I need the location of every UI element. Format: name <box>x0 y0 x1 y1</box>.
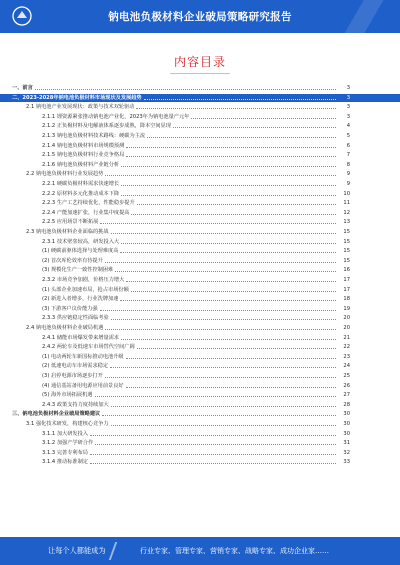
toc-entry-label: 一、前言 <box>12 85 33 91</box>
toc-entry-label: 2.1.1 锂资源紧张推动钠电池产业化，2023年为钠电池量产元年 <box>42 113 190 120</box>
toc-entry-page: 24 <box>343 363 350 370</box>
toc-entry-label: (5) 海外市场拓展机遇 <box>42 392 93 399</box>
toc-dot-leader <box>126 358 336 359</box>
toc-entry-page: 3 <box>346 104 350 111</box>
toc-entry-page: 18 <box>343 296 350 303</box>
toc-entry-page: 31 <box>343 440 350 447</box>
toc-entry[interactable] <box>0 439 400 447</box>
toc-entry[interactable] <box>0 170 400 178</box>
toc-dot-leader <box>111 233 336 234</box>
toc-entry-label: 2.3.1 技术壁垒较高，研发投入大 <box>42 238 120 245</box>
toc-entry[interactable] <box>0 266 400 274</box>
toc-entry[interactable] <box>0 161 400 169</box>
toc-entry-page: 30 <box>343 430 350 437</box>
toc-dot-leader <box>100 223 336 224</box>
toc-entry-page: 6 <box>346 142 350 149</box>
toc-heading-underline <box>170 73 230 74</box>
toc-entry-label: 二、2023-2028年钠电池负极材料市场现状及发展趋势 <box>12 94 142 101</box>
toc-dot-leader <box>147 137 336 138</box>
toc-entry-label: 2.1.5 钠电池负极材料行业竞争格局 <box>42 152 125 159</box>
toc-entry[interactable] <box>0 209 400 217</box>
toc-dot-leader <box>121 185 336 186</box>
toc-entry[interactable] <box>0 420 400 428</box>
toc-entry-label: 三、钠电池负极材料企业破局策略建议 <box>12 411 101 418</box>
toc-entry[interactable] <box>0 257 400 265</box>
toc-entry-label: 2.1.2 正负极材料及电解液体系逐步成熟，降本空间显现 <box>42 123 171 130</box>
toc-entry-page: 33 <box>343 459 350 466</box>
toc-entry-label: (3) 规模化生产一致性控制困难 <box>42 267 114 274</box>
toc-entry-label: 2.2.3 生产工艺持续优化，性能稳步提升 <box>42 200 135 207</box>
toc-dot-leader <box>102 415 336 416</box>
toc-entry-label: 2.3.2 市场竞争加剧，价格压力增大 <box>42 277 125 283</box>
toc-dot-leader <box>120 300 336 301</box>
toc-entry-label: (1) 电动两轮车新国标推动电池升级 <box>42 353 124 360</box>
toc-dot-leader <box>105 377 336 378</box>
toc-dot-leader <box>120 252 336 253</box>
toc-dot-leader <box>111 425 336 426</box>
toc-entry-label: 3.1.4 推动标准制定 <box>42 459 88 466</box>
toc-entry-label: 2.2 钠电池负极材料行业发展趋势 <box>26 171 104 178</box>
toc-entry-page: 30 <box>343 411 350 418</box>
toc-entry-page: 4 <box>346 123 350 130</box>
toc-entry[interactable] <box>0 314 400 322</box>
report-footer-bar <box>0 537 400 565</box>
toc-dot-leader <box>90 454 336 455</box>
toc-entry[interactable] <box>0 113 400 121</box>
toc-entry-page: 25 <box>343 373 350 379</box>
toc-entry[interactable] <box>0 410 400 418</box>
toc-heading: 内容目录 <box>173 55 226 69</box>
toc-dot-leader <box>95 444 336 445</box>
toc-entry[interactable] <box>0 334 400 342</box>
toc-dot-leader <box>136 108 336 109</box>
toc-entry-page: 23 <box>343 353 350 360</box>
toc-entry[interactable] <box>0 122 400 130</box>
toc-entry-label: (4) 通信基站备用电源应用前景良好 <box>42 382 124 389</box>
toc-entry[interactable] <box>0 276 400 284</box>
toc-entry-page: 17 <box>343 286 350 293</box>
toc-entry-page: 10 <box>343 190 350 197</box>
toc-entry-label: 2.4 钠电池负极材料企业破局机遇 <box>26 325 104 331</box>
toc-entry-label: 2.1.6 钠电池负极材料产业链分析 <box>42 161 120 168</box>
toc-dot-leader <box>191 118 336 119</box>
toc-entry-page: 12 <box>343 209 350 216</box>
toc-entry-page: 21 <box>343 334 350 341</box>
toc-entry-page: 20 <box>343 325 350 331</box>
toc-entry-label: 2.1 钠电池产业发展现状：政策与技术双轮驱动 <box>26 104 135 111</box>
toc-entry-label: 2.4.2 两轮车及低速车市场替代空间广阔 <box>42 344 135 351</box>
toc-entry[interactable] <box>0 343 400 351</box>
toc-entry-label: 3.1.3 完善专利布局 <box>42 449 88 456</box>
toc-entry[interactable] <box>0 286 400 294</box>
toc-entry[interactable] <box>0 247 400 255</box>
toc-entry[interactable] <box>0 151 400 159</box>
toc-dot-leader <box>105 329 336 330</box>
toc-dot-leader <box>126 147 336 148</box>
toc-dot-leader <box>95 396 336 397</box>
toc-entry[interactable] <box>0 362 400 370</box>
toc-dot-leader <box>105 262 336 263</box>
toc-dot-leader <box>137 204 336 205</box>
toc-entry[interactable] <box>0 430 400 438</box>
toc-entry[interactable] <box>0 180 400 188</box>
toc-entry[interactable] <box>0 391 400 399</box>
toc-entry-page: 30 <box>343 421 350 427</box>
toc-dot-leader <box>131 291 336 292</box>
toc-entry[interactable] <box>0 324 400 332</box>
toc-entry-page: 9 <box>346 171 350 178</box>
toc-entry-page: 15 <box>343 248 350 255</box>
toc-entry-page: 19 <box>343 305 350 312</box>
toc-entry[interactable] <box>0 449 400 457</box>
toc-entry-page: 28 <box>343 401 350 408</box>
toc-entry[interactable] <box>0 94 400 102</box>
toc-entry-page: 22 <box>343 344 350 351</box>
toc-entry-label: 3.1.2 加强产学研合作 <box>42 440 94 447</box>
toc-entry-page: 3 <box>346 85 350 91</box>
toc-dot-leader <box>126 156 336 157</box>
toc-dot-leader <box>121 166 336 167</box>
report-title: 钠电池负极材料企业破局策略研究报告 <box>108 11 292 23</box>
header-decoration <box>340 0 400 33</box>
toc-dot-leader <box>90 435 336 436</box>
toc-entry-page: 15 <box>343 257 350 264</box>
toc-entry-page: 15 <box>343 229 350 235</box>
toc-entry[interactable] <box>0 382 400 390</box>
toc-entry-label: (3) 下游客户议价能力强 <box>42 305 98 312</box>
toc-entry[interactable] <box>0 103 400 111</box>
toc-entry-page: 16 <box>343 267 350 274</box>
toc-entry[interactable] <box>0 295 400 303</box>
toc-entry[interactable] <box>0 401 400 409</box>
toc-entry-page: 20 <box>343 315 350 322</box>
toc-entry-label: (1) 硬碳前驱体选择与处理难度高 <box>42 248 119 255</box>
toc-entry[interactable] <box>0 372 400 380</box>
toc-entry[interactable] <box>0 218 400 226</box>
toc-dot-leader <box>105 175 336 176</box>
toc-entry[interactable] <box>0 132 400 140</box>
toc-entry[interactable] <box>0 238 400 246</box>
toc-entry[interactable] <box>0 458 400 466</box>
toc-entry[interactable] <box>0 84 400 92</box>
toc-entry-label: 3.1 强化技术研发，构建核心竞争力 <box>26 421 109 427</box>
toc-entry[interactable] <box>0 190 400 198</box>
toc-entry-label: 2.1.4 钠电池负极材料市场规模预测 <box>42 142 125 149</box>
footer-slogan: 让每个人都能成为 <box>48 546 106 555</box>
toc-dot-leader <box>144 99 336 100</box>
footer-divider <box>109 542 118 560</box>
toc-entry-page: 15 <box>343 238 350 245</box>
toc-entry-page: 3 <box>346 113 350 120</box>
toc-entry-label: (3) 启停电源市场逐步打开 <box>42 373 103 379</box>
toc-dot-leader <box>90 463 336 464</box>
toc-dot-leader <box>121 243 336 244</box>
toc-entry[interactable] <box>0 142 400 150</box>
toc-entry-page: 32 <box>343 449 350 456</box>
toc-dot-leader <box>131 214 336 215</box>
toc-entry-label: 2.2.1 硬碳负极材料需求快速增长 <box>42 181 120 187</box>
toc-dot-leader <box>121 339 336 340</box>
toc-entry-page: 26 <box>343 382 350 389</box>
toc-entry-label: 2.4.1 储能市场爆发带来增量需求 <box>42 334 120 341</box>
toc-entry-page: 9 <box>346 181 350 187</box>
toc-dot-leader <box>126 281 336 282</box>
toc-entry[interactable] <box>0 228 400 236</box>
toc-dot-leader <box>173 127 336 128</box>
toc-dot-leader <box>100 310 336 311</box>
toc-entry-page: 13 <box>343 219 350 226</box>
toc-entry-page: 8 <box>346 161 350 168</box>
toc-entry-label: 2.2.5 应用场景不断拓展 <box>42 219 99 226</box>
toc-entry-label: 2.3.3 供应链稳定性面临考验 <box>42 315 109 322</box>
toc-entry[interactable] <box>0 353 400 361</box>
toc-dot-leader <box>126 387 336 388</box>
report-header-bar <box>0 0 400 33</box>
toc-entry-page: 7 <box>346 152 350 159</box>
footer-expert-list: 行业专家、管理专家、营销专家、战略专家、成功企业家…… <box>140 547 329 555</box>
toc-dot-leader <box>110 367 336 368</box>
toc-entry-label: 2.2.4 产能加速扩张，行业集中度提高 <box>42 209 130 216</box>
toc-dot-leader <box>121 195 336 196</box>
toc-entry-label: (2) 首次库伦效率有待提升 <box>42 257 103 264</box>
toc-entry[interactable] <box>0 199 400 207</box>
toc-entry-label: 2.4.3 政策支持力度持续加大 <box>42 401 109 408</box>
toc-dot-leader <box>111 406 336 407</box>
toc-entry-page: 3 <box>346 94 350 101</box>
toc-entry-label: (2) 新进入者增多，行业洗牌加速 <box>42 296 119 303</box>
toc-dot-leader <box>111 319 336 320</box>
toc-entry-label: (1) 头部企业加速布局，抢占市场份额 <box>42 286 129 293</box>
toc-entry-page: 11 <box>343 200 350 207</box>
toc-dot-leader <box>115 271 336 272</box>
toc-entry-label: (2) 低速电动车市场需求稳定 <box>42 363 109 370</box>
toc-entry-label: 2.2.2 原材料多元化推动成本下降 <box>42 190 120 197</box>
toc-entry[interactable] <box>0 305 400 313</box>
toc-entry-page: 5 <box>346 133 350 139</box>
toc-entry-label: 3.1.1 加大研发投入 <box>42 430 88 437</box>
toc-entry-label: 2.1.3 钠电池负极材料技术路线：硬碳为主流 <box>42 133 146 139</box>
toc-entry-label: 2.3 钠电池负极材料企业面临的挑战 <box>26 229 109 235</box>
toc-dot-leader <box>35 89 336 90</box>
toc-dot-leader <box>137 348 336 349</box>
toc-entry-page: 27 <box>343 392 350 399</box>
toc-entry-page: 17 <box>343 277 350 283</box>
